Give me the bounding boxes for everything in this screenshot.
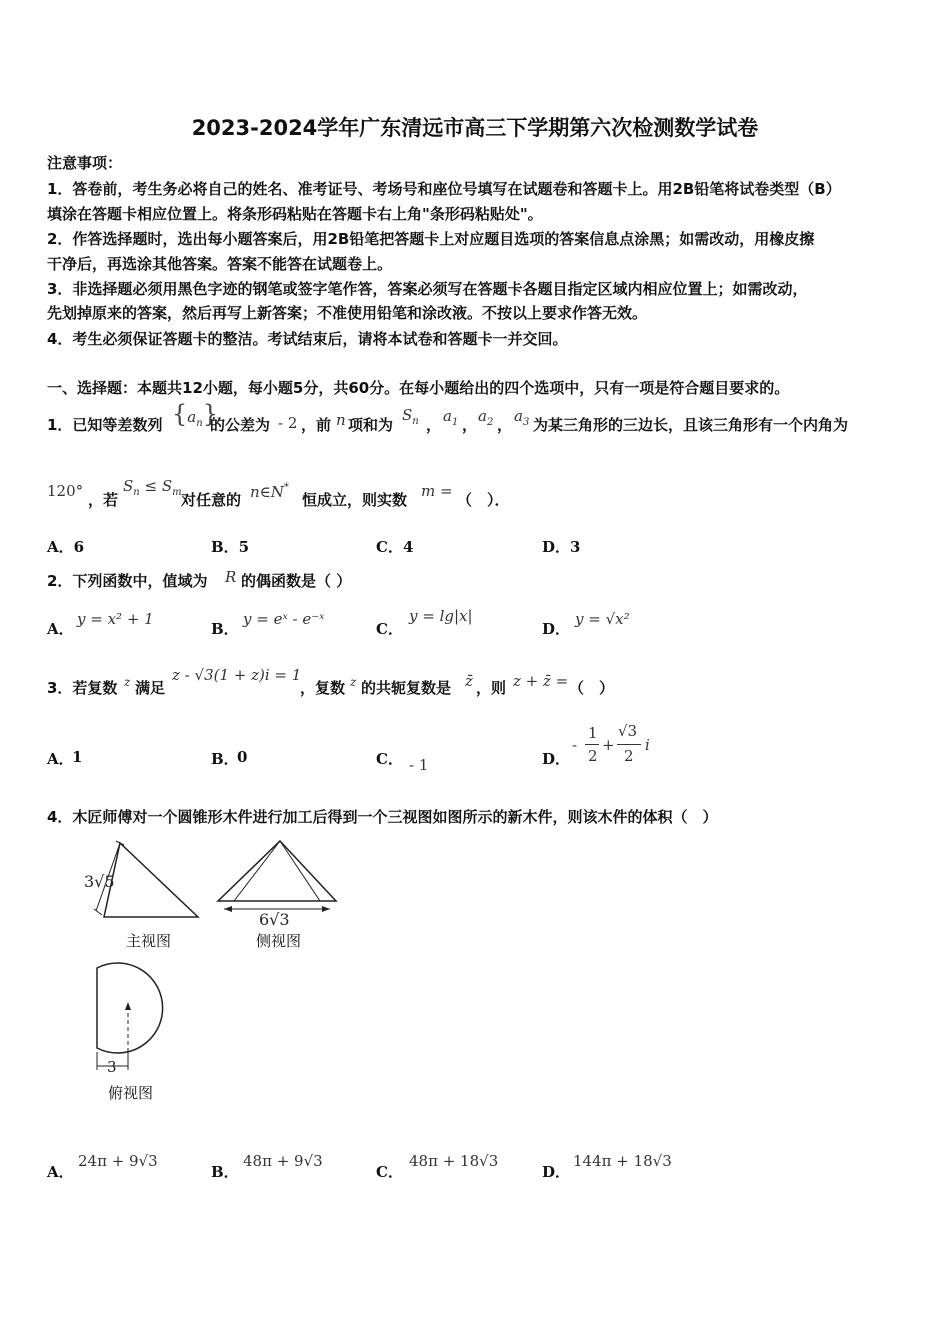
q3-z-symbol: z — [350, 675, 357, 689]
top-view-dimension: 3 — [107, 1058, 117, 1076]
side-view-triangle — [218, 841, 336, 901]
q1-domain: n∈N* — [250, 482, 289, 501]
side-view-arrow — [322, 906, 330, 912]
q4-option-d-letter[interactable]: D． — [542, 1163, 571, 1181]
q1-comma: ， — [497, 416, 513, 434]
q3-option-d-fraction-bar — [585, 744, 599, 745]
q2-option-b-expr[interactable]: y = eˣ - e⁻ˣ — [243, 610, 325, 628]
q2-option-a-letter[interactable]: A． — [47, 620, 74, 638]
q4-text: 4．木匠师傅对一个圆锥形木件进行加工后得到一个三视图如图所示的新木件，则该木件的体积（ ） — [47, 808, 718, 826]
top-view-figure — [85, 958, 195, 1078]
q1-comma: ， — [426, 416, 442, 434]
front-view-triangle — [104, 843, 198, 917]
q2-text: 的偶函数是（ ） — [241, 572, 352, 590]
q3-text: ，则 — [476, 679, 507, 697]
q4-option-a-expr[interactable]: 24π + 9√3 — [78, 1152, 158, 1170]
q2-option-d-expr[interactable]: y = √x² — [575, 610, 630, 628]
q3-option-d-plus: + — [602, 736, 615, 754]
q3-text: ，复数 — [300, 679, 346, 697]
q1-text: 为某三角形的三边长，且该三角形有一个内角为 — [533, 416, 849, 434]
notice-line: 先划掉原来的答案，然后再写上新答案；不准使用铅笔和涂改液。不按以上要求作答无效。 — [47, 304, 648, 322]
q1-sum-symbol: $S_n$ — [402, 406, 419, 427]
page-title: 2023-2024学年广东清远市高三下学期第六次检测数学试卷 — [191, 116, 759, 140]
q1-angle: 120° — [47, 482, 84, 500]
q1-text: ，前 — [301, 416, 332, 434]
q4-option-a-letter[interactable]: A． — [47, 1163, 74, 1181]
q2-text: 2．下列函数中，值域为 — [47, 572, 208, 590]
notice-line: 3．非选择题必须用黑色字迹的钢笔或签字笔作答，答案必须写在答题卡各题目指定区域内相应位置上；如需改动， — [47, 280, 808, 298]
q3-option-d-numerator: 1 — [588, 724, 598, 742]
notice-heading: 注意事项： — [47, 154, 123, 172]
notice-line: 填涂在答题卡相应位置上。将条形码粘贴在答题卡右上角"条形码粘贴处"。 — [47, 205, 543, 223]
side-view-figure — [212, 835, 342, 930]
q1-text: 的公差为 — [210, 416, 271, 434]
side-view-dimension: 6√3 — [259, 910, 290, 929]
q1-text: 恒成立，则实数 — [302, 491, 408, 509]
side-view-arrow — [224, 906, 232, 912]
q4-option-c-expr[interactable]: 48π + 18√3 — [409, 1152, 499, 1170]
q3-text: 满足 — [135, 679, 166, 697]
q3-text: （ ） — [569, 679, 615, 697]
q2-option-b-letter[interactable]: B． — [211, 620, 239, 638]
side-view-inner-edge — [234, 841, 280, 901]
notice-line: 4．考生必须保证答题卡的整洁。考试结束后，请将本试卷和答题卡一并交回。 — [47, 330, 568, 348]
q3-option-d-imaginary: i — [645, 736, 650, 754]
q3-option-d-denominator: 2 — [624, 747, 634, 765]
front-view-dimension: 3√5 — [84, 872, 115, 891]
q4-option-b-expr[interactable]: 48π + 9√3 — [243, 1152, 323, 1170]
q1-option-d[interactable]: D．3 — [542, 538, 581, 556]
q1-a1-symbol: $a_1$ — [443, 407, 459, 428]
q1-text: （ ）． — [457, 491, 510, 509]
q1-option-b[interactable]: B．5 — [211, 538, 250, 556]
q1-comma: ， — [462, 416, 478, 434]
q1-option-a[interactable]: A．6 — [47, 538, 85, 556]
q3-option-b-letter[interactable]: B． — [211, 750, 239, 768]
q1-text: 对任意的 — [181, 491, 242, 509]
q1-n-symbol: n — [336, 411, 346, 429]
q3-text: 3．若复数 — [47, 679, 118, 697]
q3-option-b-expr[interactable]: 0 — [237, 748, 248, 766]
top-view-label: 俯视图 — [108, 1084, 154, 1102]
q3-text: 的共轭复数是 — [361, 679, 452, 697]
q3-sum: z + z̄ = — [513, 672, 569, 690]
q4-option-d-expr[interactable]: 144π + 18√3 — [573, 1152, 672, 1170]
q3-option-a-expr[interactable]: 1 — [72, 748, 83, 766]
notice-line: 1．答卷前，考生务必将自己的姓名、准考证号、考场号和座位号填写在试题卷和答题卡上。用2B铅笔将试卷类型（B） — [47, 180, 841, 198]
q1-option-c[interactable]: C．4 — [376, 538, 414, 556]
q3-option-d-fraction-bar — [617, 744, 641, 745]
q1-text: 1．已知等差数列 — [47, 416, 163, 434]
q3-option-d-numerator: √3 — [618, 722, 638, 740]
q3-z-symbol: z — [124, 675, 131, 689]
front-view-label: 主视图 — [126, 932, 172, 950]
q3-option-d-sign: - — [572, 736, 578, 754]
q3-option-d-letter[interactable]: D． — [542, 750, 571, 768]
q3-option-d-denominator: 2 — [588, 747, 598, 765]
q2-option-c-expr[interactable]: y = lg|x| — [409, 607, 473, 625]
q1-text: 项和为 — [348, 416, 394, 434]
q3-option-c-letter[interactable]: C． — [376, 750, 403, 768]
q2-option-c-letter[interactable]: C． — [376, 620, 403, 638]
q1-m-symbol: m = — [421, 482, 453, 500]
q2-r-symbol: R — [225, 568, 237, 586]
notice-line: 2．作答选择题时，选出每小题答案后，用2B铅笔把答题卡上对应题目选项的答案信息点涂黑；如需改动，用橡皮擦 — [47, 230, 815, 248]
q1-a2-symbol: $a_2$ — [478, 407, 494, 428]
q3-option-c-expr[interactable]: - 1 — [409, 756, 429, 774]
side-view-label: 侧视图 — [256, 932, 302, 950]
q2-option-d-letter[interactable]: D． — [542, 620, 571, 638]
q1-common-difference: - 2 — [278, 414, 298, 432]
q1-sequence-symbol: $\{a_n\}$ — [172, 400, 218, 429]
q4-option-c-letter[interactable]: C． — [376, 1163, 403, 1181]
q3-option-a-letter[interactable]: A． — [47, 750, 74, 768]
q1-text: ，若 — [88, 491, 119, 509]
top-view-arrow — [125, 1002, 131, 1010]
q3-option-d-expr[interactable] — [572, 722, 662, 772]
q3-equation: z - √3(1 + z)i = 1 — [172, 666, 302, 684]
q1-a3-symbol: $a_3$ — [514, 407, 530, 428]
front-view-dimension-tick — [94, 909, 102, 915]
section-header: 一、选择题：本题共12小题，每小题5分，共60分。在每小题给出的四个选项中，只有一项是符合题目要求的。 — [47, 379, 790, 397]
notice-line: 干净后，再选涂其他答案。答案不能答在试题卷上。 — [47, 255, 393, 273]
q3-conjugate: z̄ — [465, 672, 473, 690]
q4-option-b-letter[interactable]: B． — [211, 1163, 239, 1181]
q1-inequality: $S_n \le S_m$ — [123, 477, 182, 498]
side-view-inner-edge — [280, 841, 320, 901]
q2-option-a-expr[interactable]: y = x² + 1 — [77, 610, 154, 628]
